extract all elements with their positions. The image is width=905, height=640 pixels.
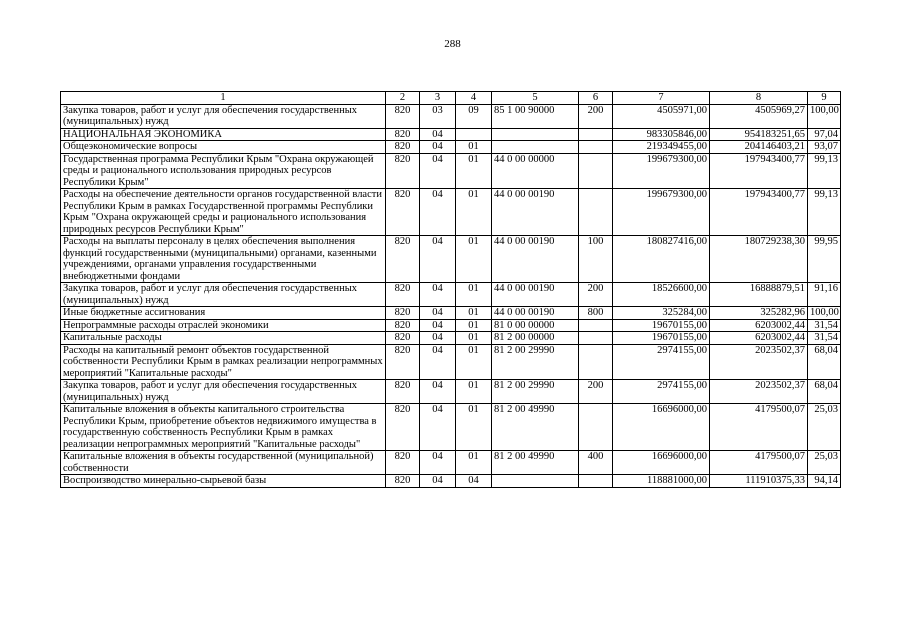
- cell-target-article: 44 0 00 00190: [492, 307, 579, 320]
- cell-executed: 325282,96: [710, 307, 808, 320]
- cell-section: 04: [420, 475, 456, 488]
- cell-planned: 2974155,00: [613, 380, 710, 404]
- cell-planned: 19670155,00: [613, 319, 710, 332]
- cell-section: 04: [420, 404, 456, 451]
- cell-target-article: 81 2 00 00000: [492, 332, 579, 345]
- cell-administrator-code: 820: [386, 189, 420, 236]
- cell-section: 04: [420, 141, 456, 154]
- cell-planned: 199679300,00: [613, 189, 710, 236]
- cell-expense-type: 200: [579, 104, 613, 128]
- table-row: [61, 141, 841, 154]
- cell-expense-type: [579, 128, 613, 141]
- table-row: [61, 451, 841, 475]
- table-row: [61, 283, 841, 307]
- cell-target-article: 44 0 00 00000: [492, 153, 579, 189]
- table-row: [61, 404, 841, 451]
- cell-target-article: [492, 141, 579, 154]
- cell-target-article: 44 0 00 00190: [492, 236, 579, 283]
- cell-subsection: 01: [456, 344, 492, 380]
- cell-planned: 16696000,00: [613, 451, 710, 475]
- cell-section: 04: [420, 451, 456, 475]
- column-header: 7: [613, 92, 710, 105]
- cell-subsection: 09: [456, 104, 492, 128]
- row-description: Общеэкономические вопросы: [61, 141, 386, 154]
- cell-percent: 31,54: [808, 332, 841, 345]
- cell-section: 04: [420, 380, 456, 404]
- cell-section: 04: [420, 344, 456, 380]
- cell-administrator-code: 820: [386, 319, 420, 332]
- cell-subsection: 01: [456, 189, 492, 236]
- cell-section: 04: [420, 128, 456, 141]
- cell-expense-type: 200: [579, 380, 613, 404]
- cell-subsection: 04: [456, 475, 492, 488]
- row-description: Капитальные расходы: [61, 332, 386, 345]
- cell-executed: 16888879,51: [710, 283, 808, 307]
- cell-planned: 118881000,00: [613, 475, 710, 488]
- cell-percent: 25,03: [808, 451, 841, 475]
- cell-planned: 4505971,00: [613, 104, 710, 128]
- cell-percent: 91,16: [808, 283, 841, 307]
- table-row: [61, 344, 841, 380]
- cell-section: 03: [420, 104, 456, 128]
- cell-executed: 180729238,30: [710, 236, 808, 283]
- cell-section: 04: [420, 332, 456, 345]
- cell-target-article: 44 0 00 00190: [492, 189, 579, 236]
- table-row: [61, 236, 841, 283]
- row-description: Расходы на выплаты персоналу в целях обеспечения выполнения функций государственными (муниципальными) органами, казенными учреждениями, органами управления государственными внебюджетными фондами: [61, 236, 386, 283]
- cell-administrator-code: 820: [386, 236, 420, 283]
- cell-administrator-code: 820: [386, 153, 420, 189]
- cell-planned: 219349455,00: [613, 141, 710, 154]
- cell-percent: 99,95: [808, 236, 841, 283]
- row-description: Воспроизводство минерально-сырьевой базы: [61, 475, 386, 488]
- cell-section: 04: [420, 189, 456, 236]
- cell-section: 04: [420, 307, 456, 320]
- cell-planned: 18526600,00: [613, 283, 710, 307]
- cell-subsection: 01: [456, 319, 492, 332]
- row-description: Расходы на обеспечение деятельности органов государственной власти Республики Крым в рамках Государственной программы Республики Крым "Охрана окружающей среды и рационального использования природных ресурсов Республики Крым": [61, 189, 386, 236]
- table-row: [61, 307, 841, 320]
- column-header: 1: [61, 92, 386, 105]
- cell-percent: 100,00: [808, 104, 841, 128]
- cell-target-article: 81 2 00 49990: [492, 404, 579, 451]
- cell-administrator-code: 820: [386, 380, 420, 404]
- cell-percent: 100,00: [808, 307, 841, 320]
- cell-subsection: 01: [456, 141, 492, 154]
- cell-executed: 6203002,44: [710, 319, 808, 332]
- cell-subsection: 01: [456, 236, 492, 283]
- cell-target-article: 81 2 00 49990: [492, 451, 579, 475]
- cell-expense-type: 800: [579, 307, 613, 320]
- cell-target-article: 81 0 00 00000: [492, 319, 579, 332]
- row-description: Иные бюджетные ассигнования: [61, 307, 386, 320]
- cell-expense-type: [579, 475, 613, 488]
- cell-section: 04: [420, 283, 456, 307]
- cell-administrator-code: 820: [386, 141, 420, 154]
- cell-executed: 6203002,44: [710, 332, 808, 345]
- cell-planned: 180827416,00: [613, 236, 710, 283]
- cell-subsection: 01: [456, 153, 492, 189]
- row-description: Капитальные вложения в объекты государственной (муниципальной) собственности: [61, 451, 386, 475]
- cell-target-article: [492, 475, 579, 488]
- cell-executed: 4179500,07: [710, 404, 808, 451]
- row-description: Расходы на капитальный ремонт объектов государственной собственности Республики Крым в рамках реализации непрограммных мероприятий "Капитальные расходы": [61, 344, 386, 380]
- column-header: 5: [492, 92, 579, 105]
- cell-percent: 68,04: [808, 380, 841, 404]
- row-description: Государственная программа Республики Крым "Охрана окружающей среды и рационального использования природных ресурсов Республики Крым": [61, 153, 386, 189]
- cell-target-article: 85 1 00 90000: [492, 104, 579, 128]
- table-row: [61, 153, 841, 189]
- cell-target-article: [492, 128, 579, 141]
- cell-administrator-code: 820: [386, 128, 420, 141]
- cell-subsection: 01: [456, 380, 492, 404]
- cell-administrator-code: 820: [386, 451, 420, 475]
- page-number: 288: [444, 38, 461, 50]
- cell-expense-type: [579, 344, 613, 380]
- cell-expense-type: [579, 319, 613, 332]
- cell-percent: 93,07: [808, 141, 841, 154]
- table-row: [61, 104, 841, 128]
- table-row: [61, 128, 841, 141]
- cell-planned: 199679300,00: [613, 153, 710, 189]
- cell-section: 04: [420, 319, 456, 332]
- table-row: [61, 332, 841, 345]
- column-header: 2: [386, 92, 420, 105]
- cell-executed: 2023502,37: [710, 380, 808, 404]
- cell-executed: 204146403,21: [710, 141, 808, 154]
- cell-administrator-code: 820: [386, 475, 420, 488]
- cell-target-article: 81 2 00 29990: [492, 344, 579, 380]
- cell-administrator-code: 820: [386, 344, 420, 380]
- cell-administrator-code: 820: [386, 332, 420, 345]
- cell-percent: 31,54: [808, 319, 841, 332]
- row-description: Непрограммные расходы отраслей экономики: [61, 319, 386, 332]
- row-description: Закупка товаров, работ и услуг для обеспечения государственных (муниципальных) нужд: [61, 283, 386, 307]
- cell-percent: 94,14: [808, 475, 841, 488]
- row-description: Закупка товаров, работ и услуг для обеспечения государственных (муниципальных) нужд: [61, 380, 386, 404]
- cell-subsection: 01: [456, 451, 492, 475]
- cell-section: 04: [420, 153, 456, 189]
- column-header: 4: [456, 92, 492, 105]
- cell-subsection: 01: [456, 283, 492, 307]
- row-description: НАЦИОНАЛЬНАЯ ЭКОНОМИКА: [61, 128, 386, 141]
- cell-percent: 68,04: [808, 344, 841, 380]
- cell-percent: 99,13: [808, 189, 841, 236]
- column-header: 3: [420, 92, 456, 105]
- budget-table: [60, 91, 841, 488]
- cell-expense-type: [579, 153, 613, 189]
- cell-executed: 197943400,77: [710, 153, 808, 189]
- cell-subsection: 01: [456, 404, 492, 451]
- cell-administrator-code: 820: [386, 404, 420, 451]
- table-row: [61, 475, 841, 488]
- cell-expense-type: 200: [579, 283, 613, 307]
- cell-planned: 16696000,00: [613, 404, 710, 451]
- cell-executed: 4179500,07: [710, 451, 808, 475]
- cell-expense-type: [579, 332, 613, 345]
- cell-executed: 4505969,27: [710, 104, 808, 128]
- table-row: [61, 380, 841, 404]
- cell-expense-type: [579, 141, 613, 154]
- column-header: 6: [579, 92, 613, 105]
- table-row: [61, 189, 841, 236]
- cell-planned: 2974155,00: [613, 344, 710, 380]
- cell-percent: 99,13: [808, 153, 841, 189]
- column-header: 8: [710, 92, 808, 105]
- cell-expense-type: [579, 404, 613, 451]
- cell-administrator-code: 820: [386, 307, 420, 320]
- cell-administrator-code: 820: [386, 283, 420, 307]
- cell-planned: 983305846,00: [613, 128, 710, 141]
- cell-planned: 19670155,00: [613, 332, 710, 345]
- cell-executed: 2023502,37: [710, 344, 808, 380]
- header-row: [61, 92, 841, 105]
- cell-planned: 325284,00: [613, 307, 710, 320]
- cell-percent: 25,03: [808, 404, 841, 451]
- cell-percent: 97,04: [808, 128, 841, 141]
- cell-expense-type: 400: [579, 451, 613, 475]
- table-row: [61, 319, 841, 332]
- cell-subsection: 01: [456, 307, 492, 320]
- cell-subsection: [456, 128, 492, 141]
- column-header: 9: [808, 92, 841, 105]
- cell-section: 04: [420, 236, 456, 283]
- cell-expense-type: 100: [579, 236, 613, 283]
- cell-executed: 197943400,77: [710, 189, 808, 236]
- cell-executed: 111910375,33: [710, 475, 808, 488]
- cell-administrator-code: 820: [386, 104, 420, 128]
- cell-expense-type: [579, 189, 613, 236]
- cell-target-article: 44 0 00 00190: [492, 283, 579, 307]
- row-description: Закупка товаров, работ и услуг для обеспечения государственных (муниципальных) нужд: [61, 104, 386, 128]
- row-description: Капитальные вложения в объекты капитального строительства Республики Крым, приобретение объектов недвижимого имущества в государственную собственность Республики Крым в рамках реализации непрограммных мероприятий "Капитальные расходы": [61, 404, 386, 451]
- cell-subsection: 01: [456, 332, 492, 345]
- cell-executed: 954183251,65: [710, 128, 808, 141]
- cell-target-article: 81 2 00 29990: [492, 380, 579, 404]
